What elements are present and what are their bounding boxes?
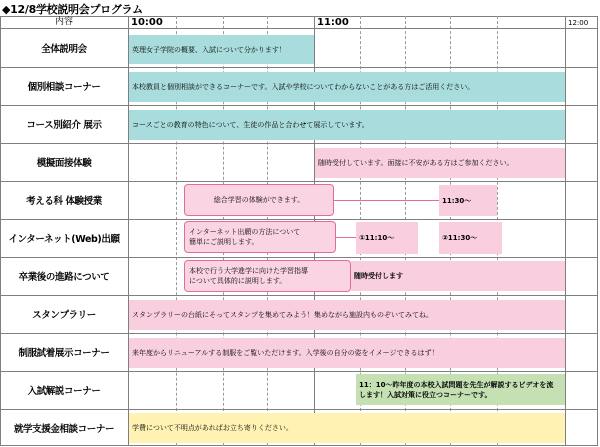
row-label-course: コース別紹介 展示: [26, 120, 102, 131]
bar-stamp: スタンプラリーの台紙にそってスタンプを集めてみよう！集めながら施設内ものぞいてみてね。: [129, 300, 565, 330]
bar-web-time1: ①11:10～: [356, 222, 418, 254]
content-column-header: 内容: [54, 17, 73, 27]
row-label-exam: 入試解説コーナー: [27, 386, 101, 397]
connector-line: [336, 237, 356, 238]
bar-think-time: 11:30～: [439, 185, 497, 216]
time-header-11: 11:00: [317, 17, 349, 28]
row-label-web: インターネット(Web)出願: [8, 234, 120, 245]
row-label-interview: 模擬面接体験: [36, 158, 92, 169]
bar-overall: 英理女子学院の概要、入試について分かります！: [129, 35, 314, 64]
bubble-web: インターネット出願の方法について 簡単にご説明します。: [184, 221, 336, 253]
row-label-aid: 就学支援金相談コーナー: [13, 423, 115, 435]
bar-web-time2: ②11:30～: [439, 222, 502, 254]
row-label-consult: 個別相談コーナー: [27, 82, 101, 93]
page-title: ◆12/8学校説明会プログラム: [2, 3, 143, 16]
bar-interview: 随時受付しています。面接に不安がある方はご参加ください。: [315, 148, 565, 178]
bar-course: コースごとの教育の特色について、生徒の作品と合わせて展示しています。: [129, 110, 565, 140]
bar-consult: 本校教員と個別相談ができるコーナーです。入試や学校についてわからないことがある方はご活用ください。: [129, 72, 565, 102]
bar-exam: 11：10～昨年度の本校入試問題を先生が解説するビデオを流 します！入試対策に役立つコーナーです。: [356, 374, 565, 405]
row-label-career: 卒業後の進路について: [18, 272, 110, 283]
bar-aid: 学費について不明点があればお立ち寄りください。: [129, 413, 565, 443]
row-label-overall: 全体説明会: [41, 44, 87, 55]
connector-line: [334, 200, 439, 201]
bar-uniform: 来年度からリニューアルする制服をご覧いただけます。入学後の自分の姿をイメージできるはず！: [129, 338, 565, 368]
row-label-stamp: スタンプラリー: [32, 310, 96, 321]
time-header-10: 10:00: [131, 17, 163, 28]
row-label-think: 考える科 体験授業: [26, 196, 102, 207]
bubble-career: 本校で行う大学進学に向けた学習指導 について具体的に説明します。: [184, 260, 351, 292]
bubble-think: 総合学習の体験ができます。: [184, 184, 334, 216]
hour-line-12: [565, 16, 566, 446]
row-label-uniform: 制服試着展示コーナー: [18, 348, 110, 359]
bar-career-time: 随時受付します: [351, 261, 565, 291]
time-header-12: 12:00: [568, 19, 589, 27]
